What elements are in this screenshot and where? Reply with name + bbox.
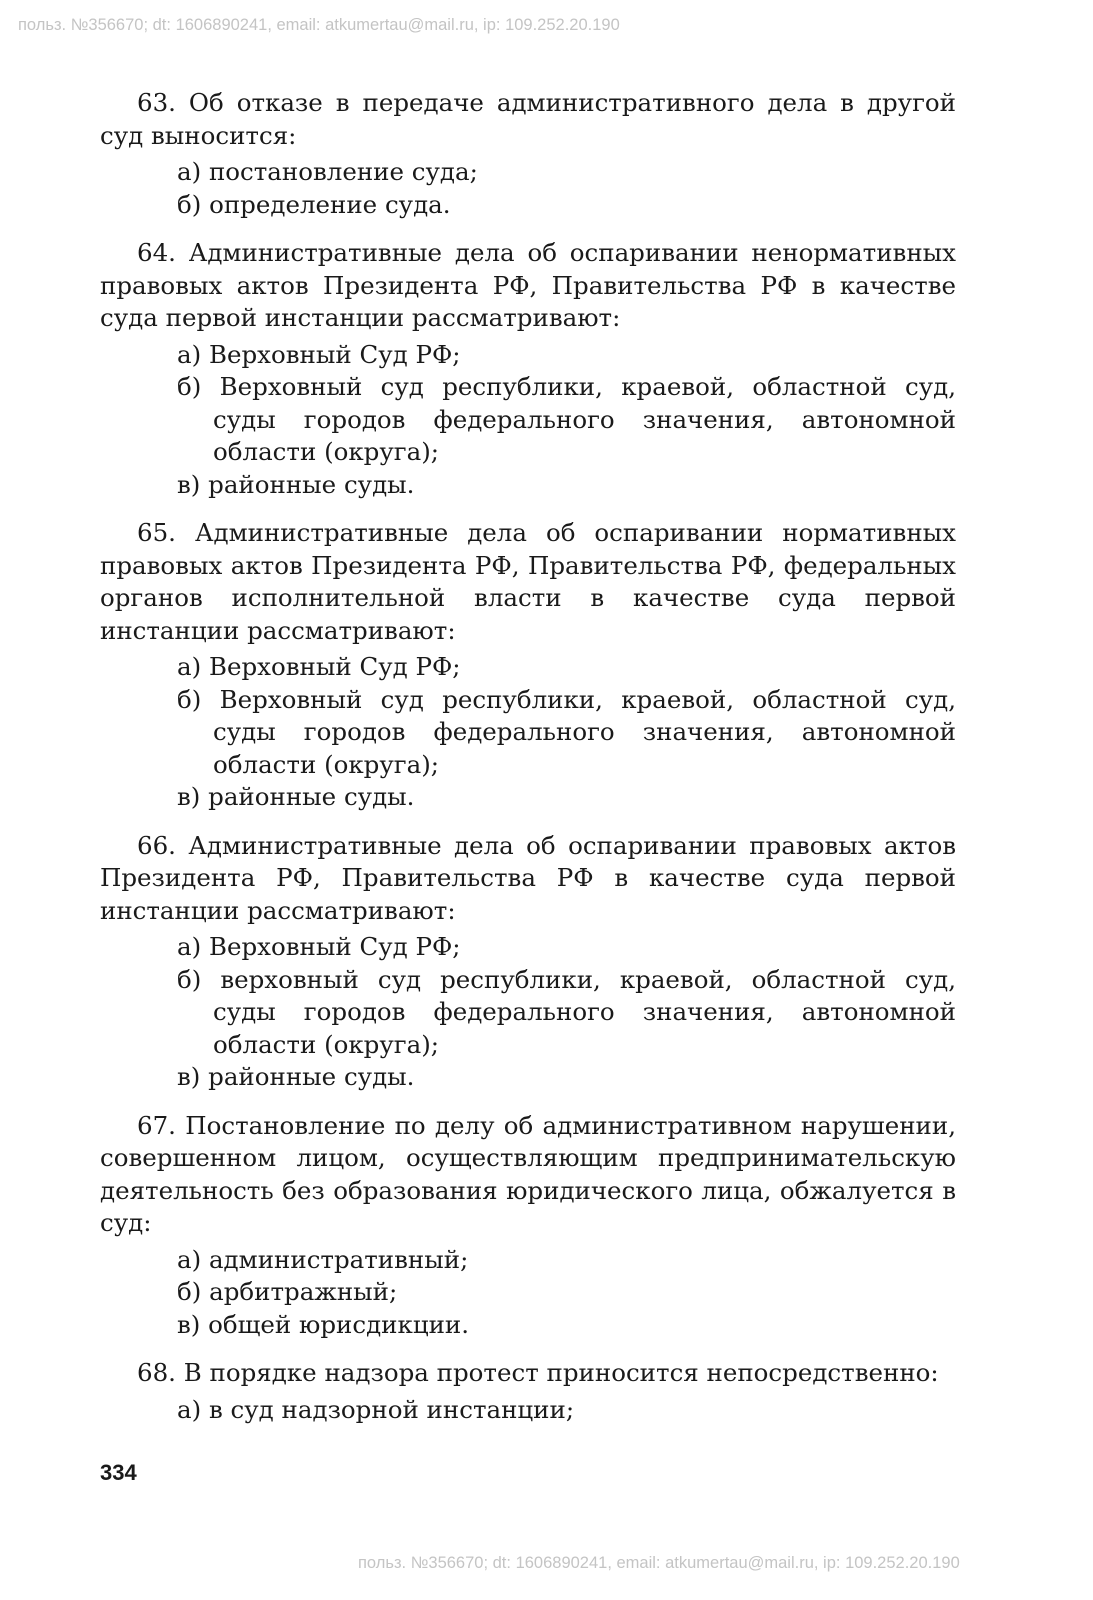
answer-options: [100, 1244, 956, 1342]
answer-options: [100, 1394, 956, 1427]
answer-option: а) Верховный Суд РФ;: [177, 339, 461, 369]
question-65: [100, 517, 956, 814]
page-number: 334: [100, 1460, 137, 1485]
question-text: 67. Постановление по делу об административном нарушении, совершенном лицом, осуществляющим предпринимательскую деятельность без образования юридического лица, обжалуется в суд:: [100, 1110, 956, 1237]
watermark-top: польз. №356670; dt: 1606890241, email: atkumertau@mail.ru, ip: 109.252.20.190: [18, 16, 620, 34]
question-68: [100, 1357, 956, 1426]
question-text: 63. Об отказе в передаче административного дела в другой суд выносится:: [100, 88, 956, 150]
question-64: [100, 237, 956, 501]
answer-option: в) районные суды.: [177, 469, 415, 499]
answer-option: а) Верховный Суд РФ;: [177, 932, 461, 961]
answer-option: б) арбитражный;: [177, 1277, 398, 1306]
question-text: 68. В порядке надзора протест приносится непосредственно:: [137, 1358, 939, 1387]
question-text: 65. Административные дела об оспаривании нормативных правовых актов Президента РФ, Правительства РФ, федеральных органов исполнительной власти в качестве суда первой инстанции рассматривают:: [100, 518, 956, 645]
question-text: 66. Административные дела об оспаривании правовых актов Президента РФ, Правительства РФ в качестве суда первой инстанции рассматривают:: [100, 830, 956, 925]
answer-option: в) районные суды.: [177, 1062, 415, 1091]
watermark-bottom: польз. №356670; dt: 1606890241, email: atkumertau@mail.ru, ip: 109.252.20.190: [358, 1554, 960, 1572]
answer-option: а) Верховный Суд РФ;: [177, 652, 461, 681]
question-67: [100, 1110, 956, 1342]
answer-option: а) в суд надзорной инстанции;: [177, 1394, 575, 1424]
answer-option: б) Верховный суд республики, краевой, областной суд, суды городов федерального значения, автономной области (округа);: [177, 684, 956, 779]
answer-option: в) общей юрисдикции.: [177, 1309, 470, 1339]
page-content: [100, 87, 956, 1442]
answer-options: [100, 156, 956, 221]
answer-option: б) верховный суд республики, краевой, областной суд, суды городов федерального значения, автономной области (округа);: [177, 964, 956, 1059]
answer-option: б) определение суда.: [177, 189, 451, 219]
answer-options: [100, 339, 956, 502]
question-66: [100, 830, 956, 1094]
answer-option: б) Верховный суд республики, краевой, областной суд, суды городов федерального значения, автономной области (округа);: [177, 372, 956, 466]
answer-options: [100, 651, 956, 814]
question-63: [100, 87, 956, 221]
answer-options: [100, 931, 956, 1094]
answer-option: в) районные суды.: [177, 782, 415, 811]
answer-option: а) административный;: [177, 1244, 469, 1274]
question-text: 64. Административные дела об оспаривании ненормативных правовых актов Президента РФ, Правительства РФ в качестве суда первой инстанции рассматривают:: [100, 238, 956, 332]
answer-option: а) постановление суда;: [177, 157, 478, 186]
